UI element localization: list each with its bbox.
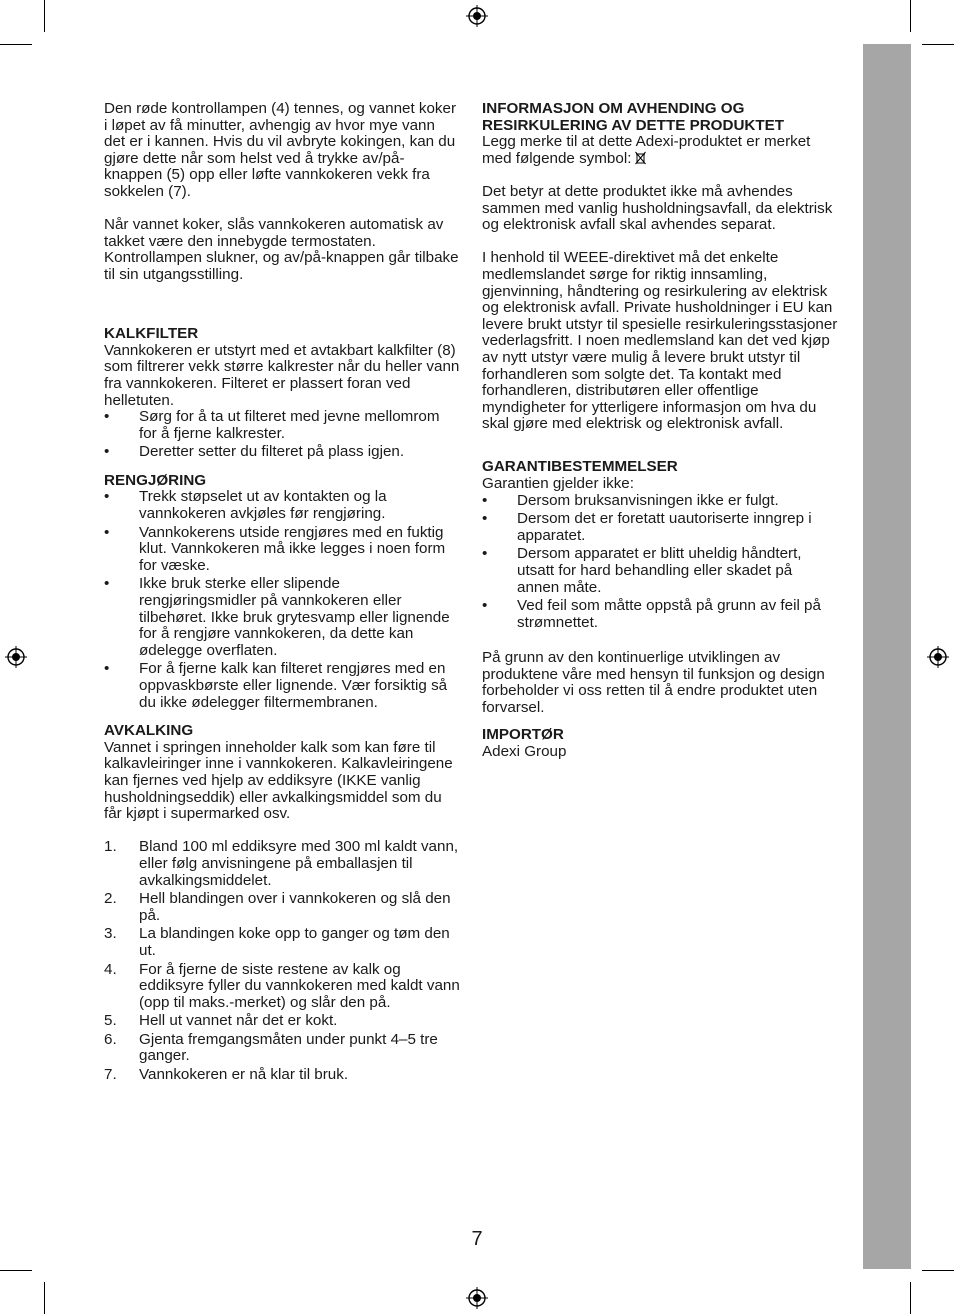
step-text: Bland 100 ml eddiksyre med 300 ml kaldt vann, eller følg anvisningene på emballasjen til avkalkingsmiddelet. [139,838,459,889]
step-text: Vannkokeren er nå klar til bruk. [139,1066,349,1084]
rengjoring-list [104,489,460,711]
step-item [104,1013,460,1030]
list-item [482,493,838,510]
info-paragraph-1-text: Legg merke til at dette Adexi-produktet er merket med følgende symbol: [482,133,811,167]
step-number: 5. [104,1012,117,1030]
garanti-list [482,493,838,632]
garanti-heading: GARANTIBESTEMMELSER [482,458,678,476]
list-item [104,661,460,711]
list-item [482,511,838,544]
crop-mark [44,1282,45,1314]
rengjoring-heading: RENGJØRING [104,471,207,489]
list-item-text: Sørg for å ta ut filteret med jevne mellomrom for å fjerne kalkrester. [139,408,440,442]
crop-mark [910,1282,911,1314]
step-number: 6. [104,1030,117,1048]
list-item [104,409,460,442]
left-column [104,101,460,1086]
bullet-glyph: • [104,443,110,461]
step-text: For å fjerne de siste restene av kalk og eddiksyre fyller du vannkokeren med kaldt vann (opp til maks.-merket) og slår den på. [139,960,460,1011]
crop-mark [922,44,954,45]
list-item-text: For å fjerne kalk kan filteret rengjøres med en oppvaskbørste eller lignende. Vær forsiktig så du ikke ødelegger filtermembranen. [139,660,448,711]
info-paragraph-3: I henhold til WEEE-direktivet må det enkelte medlemslandet sørge for riktig innsamling, gjenvinning, håndtering og resirkulering av elektrisk og elektronisk avfall. Private husholdninger i EU kan levere brukt utstyr til spesielle resirkuleringsstasjoner vederlagsfritt. I noen medlemsland kan det ved kjøp av nytt utstyr være mulig å levere brukt utstyr til forhandleren som solgte det. Ta kontakt med forhandleren, distributøren eller offentlige myndigheter for ytterligere informasjon om hva du skal gjøre med elektrisk og elektronisk avfall. [482,249,838,433]
step-number: 4. [104,960,117,978]
bullet-glyph: • [104,523,110,541]
list-item-text: Ikke bruk sterke eller slipende rengjøringsmidler på vannkokeren eller tilbehøret. Ikke bruk grytesvamp eller lignende for å rengjøre vannkokeren, da dette kan ødelegge overflaten. [139,575,450,659]
list-item [482,598,838,631]
side-tab [863,44,911,1269]
avkalking-heading: AVKALKING [104,722,194,740]
list-item [104,525,460,575]
list-item-text: Dersom apparatet er blitt uheldig håndtert, utsatt for hard behandling eller skadet på annen måte. [517,545,802,596]
kalkfilter-text: Vannkokeren er utstyrt med et avtakbart kalkfilter (8) som filtrerer vekk større kalkrester når du heller vann fra vannkokeren. Filteret er plassert foran ved helletuten. [104,341,460,409]
bullet-glyph: • [104,575,110,593]
step-text: Hell blandingen over i vannkokeren og slå den på. [139,890,451,924]
list-item-text: Vannkokerens utside rengjøres med en fuktig klut. Vannkokeren må ikke legges i noen form for væske. [139,523,446,574]
page-number: 7 [471,1228,483,1250]
list-item-text: Ved feil som måtte oppstå på grunn av feil på strømnettet. [517,597,821,631]
bullet-glyph: • [104,408,110,426]
garanti-section [482,459,838,716]
registration-mark-icon [466,5,488,27]
avkalking-section [104,723,460,1083]
info-heading-line-2: RESIRKULERING AV DETTE PRODUKTET [482,116,785,134]
rengjoring-section [104,473,460,711]
garanti-closing: På grunn av den kontinuerlige utviklingen av produktene våre med hensyn til funksjon og design forbeholder vi oss retten til å endre produktet uten forvarsel. [482,649,825,716]
kalkfilter-heading: KALKFILTER [104,325,199,343]
step-item [104,839,460,889]
info-heading-line-1: INFORMASJON OM AVHENDING OG [482,100,745,117]
bullet-glyph: • [482,545,488,563]
list-item-text: Trekk støpselet ut av kontakten og la vannkokeren avkjøles før rengjøring. [139,488,387,523]
step-text: Hell ut vannet når det er kokt. [139,1012,338,1030]
weee-bin-icon [635,151,646,165]
intro-paragraph-2: Når vannet koker, slås vannkokeren automatisk av takket være den innebygde termostaten. Kontrollampen slukner, og av/på-knappen går tilbake til sin utgangsstilling. [104,216,459,283]
step-number: 7. [104,1066,117,1084]
crop-mark [44,0,45,32]
kalkfilter-list [104,409,460,461]
step-number: 3. [104,925,117,943]
avkalking-steps [104,839,460,1083]
step-text: La blandingen koke opp to ganger og tøm den ut. [139,925,450,959]
bullet-glyph: • [482,597,488,615]
right-column [482,101,838,777]
info-paragraph-2: Det betyr at dette produktet ikke må avhendes sammen med vanlig husholdningsavfall, da elektrisk og elektronisk avfall skal avhendes separat. [482,182,833,234]
list-item [104,489,460,522]
bullet-glyph: • [482,510,488,528]
list-item-text: Dersom det er foretatt uautoriserte inngrep i apparatet. [517,510,812,544]
crop-mark [0,1270,32,1271]
list-item [104,576,460,659]
crop-mark [910,0,911,32]
list-item-text: Deretter setter du filteret på plass igjen. [139,443,405,461]
bullet-glyph: • [104,488,110,506]
step-item [104,1032,460,1065]
kalkfilter-section [104,326,460,461]
info-section [482,101,838,433]
step-item [104,962,460,1012]
bullet-glyph: • [482,491,488,509]
list-item-text: Dersom bruksanvisningen ikke er fulgt. [517,491,779,509]
list-item [482,546,838,596]
importor-heading: IMPORTØR [482,725,564,743]
step-item [104,1067,460,1084]
avkalking-text: Vannet i springen inneholder kalk som kan føre til kalkavleiringer inne i vannkokeren. Kalkavleiringene kan fjernes ved hjelp av eddiksyre (IKKE vanlig husholdningseddik) eller avkalkingsmiddel som du får kjøpt i supermarked osv. [104,738,453,823]
step-number: 2. [104,890,117,908]
step-item [104,926,460,959]
list-item [104,444,460,461]
registration-mark-icon [5,646,27,668]
crop-mark [0,44,32,45]
garanti-intro: Garantien gjelder ikke: [482,475,634,493]
intro-paragraph-1: Den røde kontrollampen (4) tennes, og vannet koker i løpet av få minutter, avhengig av hvor mye vann det er i kannen. Hvis du vil avbryte kokingen, kan du gjøre dette når som helst ved å trykke av/på-knappen (5) opp eller løfte vannkokeren vekk fra sokkelen (7). [104,100,457,200]
step-item [104,891,460,924]
step-number: 1. [104,838,117,856]
registration-mark-icon [466,1287,488,1309]
crop-mark [922,1270,954,1271]
info-paragraph-1 [482,134,838,167]
importor-section [482,727,838,760]
importor-name: Adexi Group [482,742,567,760]
step-text: Gjenta fremgangsmåten under punkt 4–5 tre ganger. [139,1030,438,1065]
registration-mark-icon [927,646,949,668]
bullet-glyph: • [104,660,110,678]
